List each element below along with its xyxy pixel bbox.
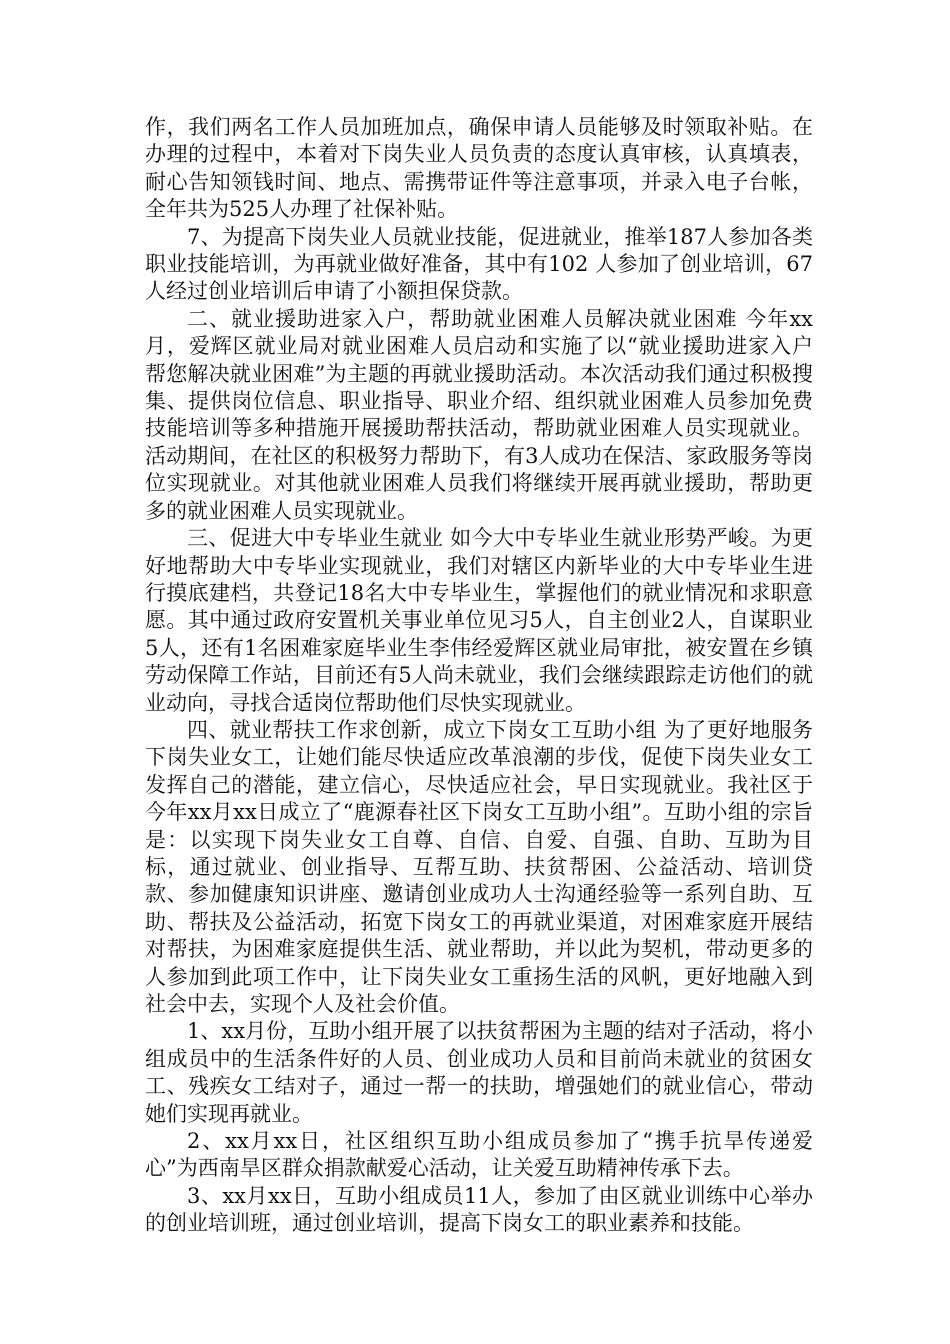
paragraph-item-2: 2、xx月xx日，社区组织互助小组成员参加了“携手抗旱传递爱心”为西南旱区群众捐款献爱心活动，让关爱互助精神传承下去。	[145, 1129, 813, 1181]
document-body	[145, 114, 813, 1238]
paragraph-section-2: 二、就业援助进家入户，帮助就业困难人员解决就业困难 今年xx月，爱辉区就业局对就业困难人员启动和实施了以“就业援助进家入户 帮您解决就业困难”为主题的再就业援助活动。本次活动我们通过积极搜集、提供岗位信息、职业指导、职业介绍、组织就业困难人员参加免费技能培训等多种措施开展援助帮扶活动，帮助就业困难人员实现就业。活动期间，在社区的积极努力帮助下，有3人成功在保洁、家政服务等岗位实现就业。对其他就业困难人员我们将继续开展再就业援助，帮助更多的就业困难人员实现就业。	[145, 306, 813, 523]
paragraph-item-7: 7、为提高下岗失业人员就业技能，促进就业，推举187人参加各类职业技能培训，为再就业做好准备，其中有102 人参加了创业培训，67人经过创业培训后申请了小额担保贷款。	[145, 224, 813, 304]
paragraph-continuation: 作，我们两名工作人员加班加点，确保申请人员能够及时领取补贴。在办理的过程中，本着对下岗失业人员负责的态度认真审核，认真填表，耐心告知领钱时间、地点、需携带证件等注意事项，并录入电子台帐，全年共为525人办理了社保补贴。	[145, 115, 813, 222]
paragraph-section-4: 四、就业帮扶工作求创新，成立下岗女工互助小组 为了更好地服务下岗失业女工，让她们能尽快适应改革浪潮的步伐，促使下岗失业女工发挥自己的潜能，建立信心，尽快适应社会，早日实现就业。我社区于今年xx月xx日成立了“鹿源春社区下岗女工互助小组”。互助小组的宗旨是：以实现下岗失业女工自尊、自信、自爱、自强、自助、互助为目标，通过就业、创业指导、互帮互助、扶贫帮困、公益活动、培训贷款、参加健康知识讲座、邀请创业成功人士沟通经验等一系列自助、互助、帮扶及公益活动，拓宽下岗女工的再就业渠道，对困难家庭开展结对帮扶，为困难家庭提供生活、就业帮助，并以此为契机，带动更多的人参加到此项工作中，让下岗失业女工重扬生活的风帆，更好地融入到社会中去，实现个人及社会价值。	[145, 717, 813, 1016]
paragraph-section-3: 三、促进大中专毕业生就业 如今大中专毕业生就业形势严峻。为更好地帮助大中专毕业实现就业，我们对辖区内新毕业的大中专毕业生进行摸底建档，共登记18名大中专毕业生，掌握他们的就业情况和求职意愿。其中通过政府安置机关事业单位见习5人，自主创业2人，自谋职业5人，还有1名困难家庭毕业生李伟经爱辉区就业局审批，被安置在乡镇劳动保障工作站，目前还有5人尚未就业，我们会继续跟踪走访他们的就业动向，寻找合适岗位帮助他们尽快实现就业。	[145, 526, 813, 715]
paragraph-item-1: 1、xx月份，互助小组开展了以扶贫帮困为主题的结对子活动，将小组成员中的生活条件好的人员、创业成功人员和目前尚未就业的贫困女工、残疾女工结对子，通过一帮一的扶助，增强她们的就业信心，带动她们实现再就业。	[145, 1019, 813, 1126]
paragraph-item-3: 3、xx月xx日，互助小组成员11人，参加了由区就业训练中心举办的创业培训班，通过创业培训，提高下岗女工的职业素养和技能。	[145, 1183, 813, 1236]
